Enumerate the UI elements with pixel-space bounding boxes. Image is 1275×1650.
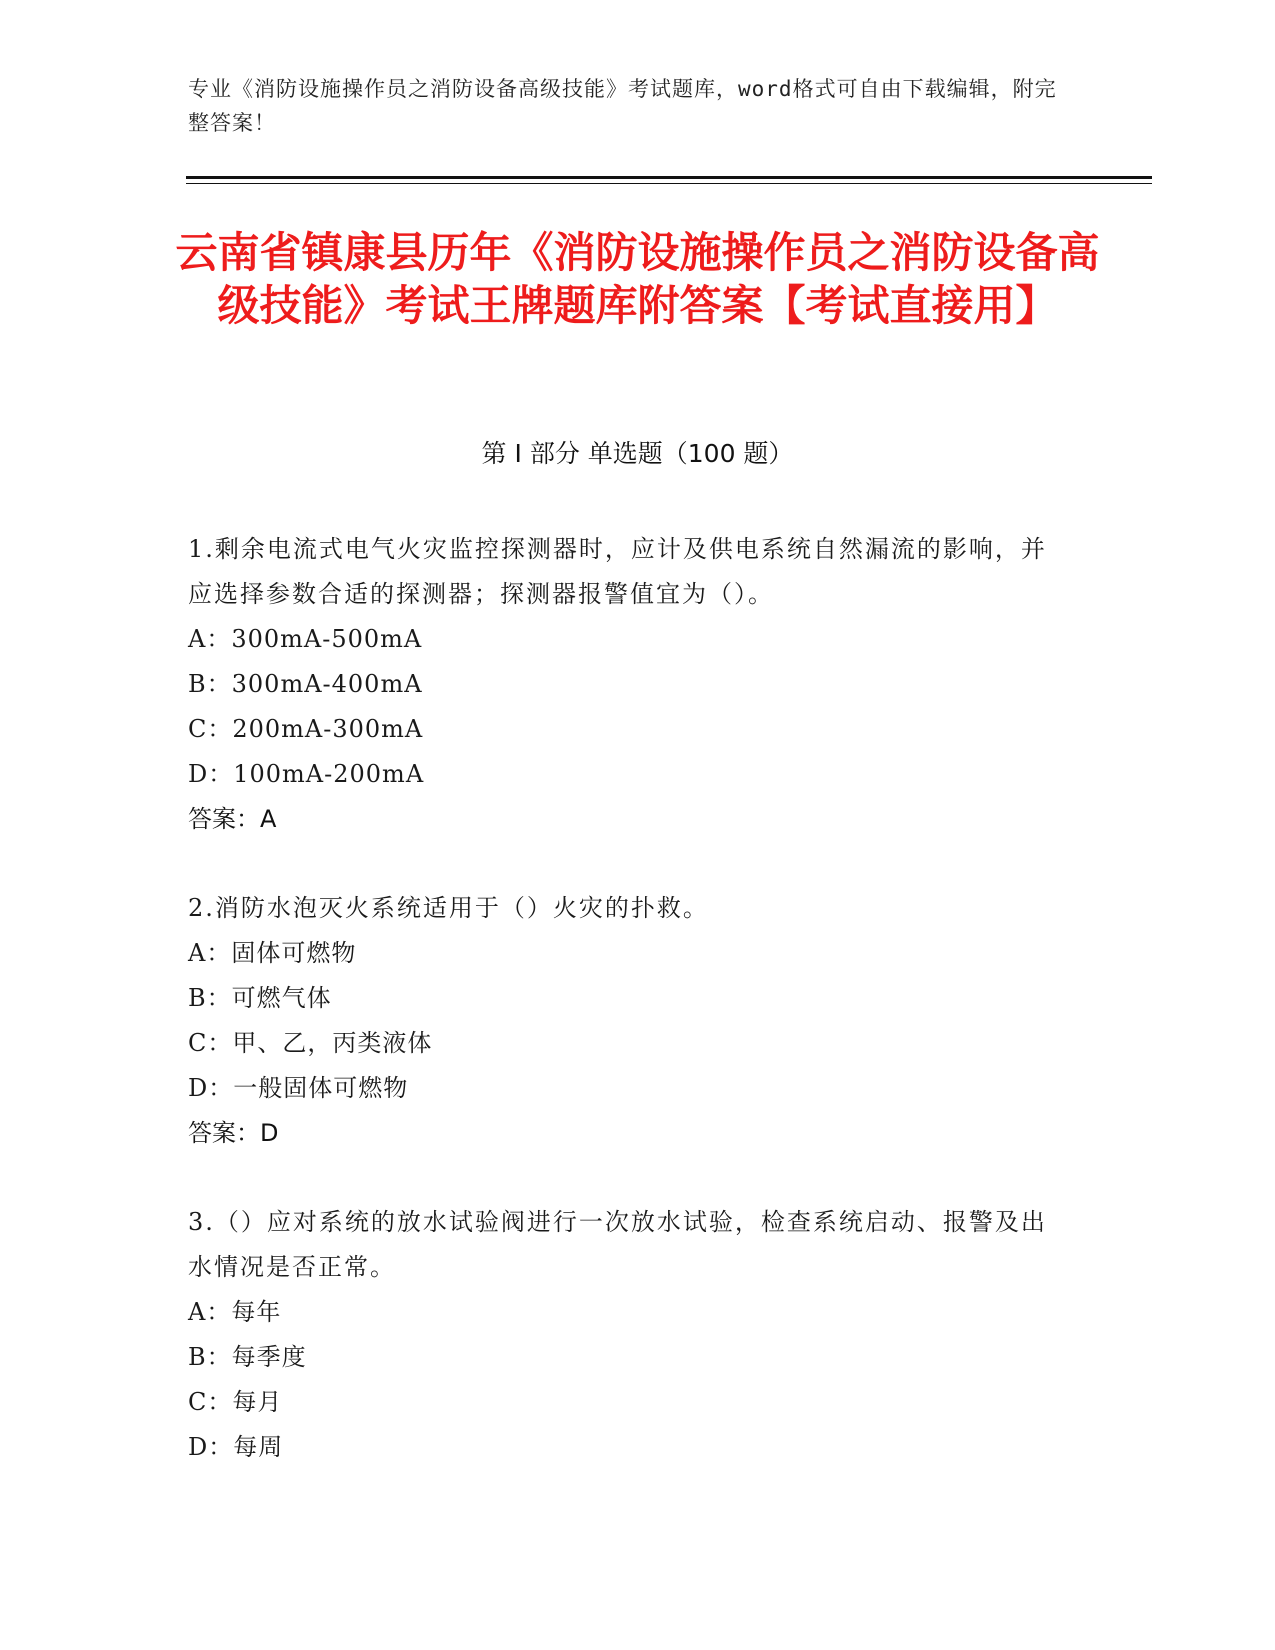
option-a: A：每年 [188, 1298, 282, 1326]
question-1 [188, 527, 1068, 842]
question-stem: 2.消防水泡灭火系统适用于（）火灾的扑救。 [188, 894, 709, 922]
question-2 [188, 886, 1068, 1156]
header-note: 专业《消防设施操作员之消防设备高级技能》考试题库，word格式可自由下载编辑，附完整答案！ [188, 77, 1057, 135]
option-d: D：一般固体可燃物 [188, 1074, 409, 1102]
option-b: B：可燃气体 [188, 984, 332, 1012]
document-title: 云南省镇康县历年《消防设施操作员之消防设备高级技能》考试王牌题库附答案【考试直接用】 [175, 228, 1100, 330]
answer-line: 答案：A [188, 805, 277, 833]
option-a: A：固体可燃物 [188, 939, 357, 967]
question-stem: 1.剩余电流式电气火灾监控探测器时，应计及供电系统自然漏流的影响，并应选择参数合适的探测器；探测器报警值宜为（）。 [188, 535, 1047, 608]
option-b: B：每季度 [188, 1343, 307, 1371]
question-list [188, 527, 1068, 1514]
option-d: D：每周 [188, 1433, 284, 1461]
option-c: C：甲、乙，丙类液体 [188, 1029, 433, 1057]
option-c: C：每月 [188, 1388, 283, 1416]
option-a: A：300mA-500mA [188, 625, 423, 653]
question-stem: 3.（）应对系统的放水试验阀进行一次放水试验，检查系统启动、报警及出水情况是否正常。 [188, 1208, 1047, 1281]
header-divider-thick [186, 176, 1152, 179]
header-divider-thin [186, 183, 1152, 184]
question-3 [188, 1200, 1068, 1470]
answer-line: 答案：D [188, 1119, 279, 1147]
option-c: C：200mA-300mA [188, 715, 424, 743]
option-b: B：300mA-400mA [188, 670, 423, 698]
option-d: D：100mA-200mA [188, 760, 425, 788]
section-title: 第 I 部分 单选题（100 题） [481, 439, 794, 468]
